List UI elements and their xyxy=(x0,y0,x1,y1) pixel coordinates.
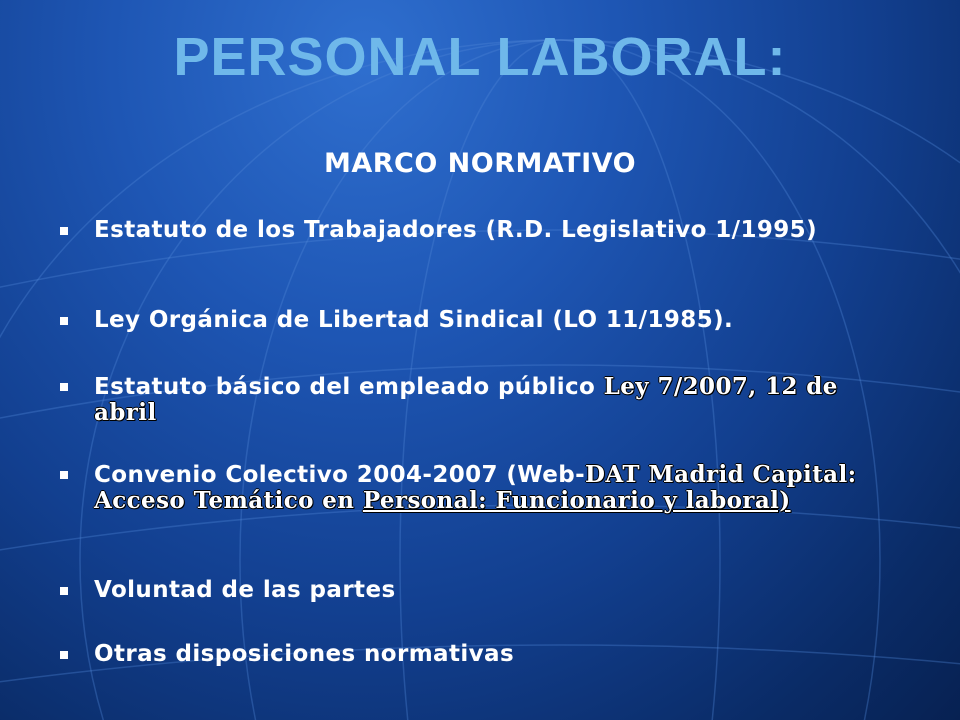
slide-subtitle: MARCO NORMATIVO xyxy=(323,148,637,179)
bullet-icon xyxy=(60,317,68,325)
slide-title: PERSONAL LABORAL: xyxy=(173,27,787,87)
bullet-icon xyxy=(60,587,68,595)
web-reference: DAT Madrid Capital: Acceso Temático en xyxy=(94,461,857,514)
list-item-text: Estatuto básico del empleado público xyxy=(94,374,604,400)
law-reference: Ley 7/2007, 12 de abril xyxy=(94,373,838,426)
list-item-text: Ley Orgánica de Libertad Sindical (LO 11/1985). xyxy=(94,307,734,333)
bullet-icon xyxy=(60,471,68,479)
list-item xyxy=(94,374,894,426)
list-item-text: Estatuto de los Trabajadores (R.D. Legislativo 1/1995) xyxy=(94,217,817,243)
list-item-text: Convenio Colectivo 2004-2007 (Web- xyxy=(94,462,586,488)
list-item-text: Otras disposiciones normativas xyxy=(94,641,515,667)
list-item xyxy=(94,462,894,514)
list-item xyxy=(94,642,894,667)
bullet-icon xyxy=(60,227,68,235)
list-item xyxy=(94,218,894,243)
list-item xyxy=(94,308,894,333)
personal-link[interactable]: Personal: Funcionario y laboral) xyxy=(362,487,791,514)
list-item-text: Voluntad de las partes xyxy=(94,577,396,603)
bullet-icon xyxy=(60,651,68,659)
list-item xyxy=(94,578,894,603)
bullet-icon xyxy=(60,383,68,391)
